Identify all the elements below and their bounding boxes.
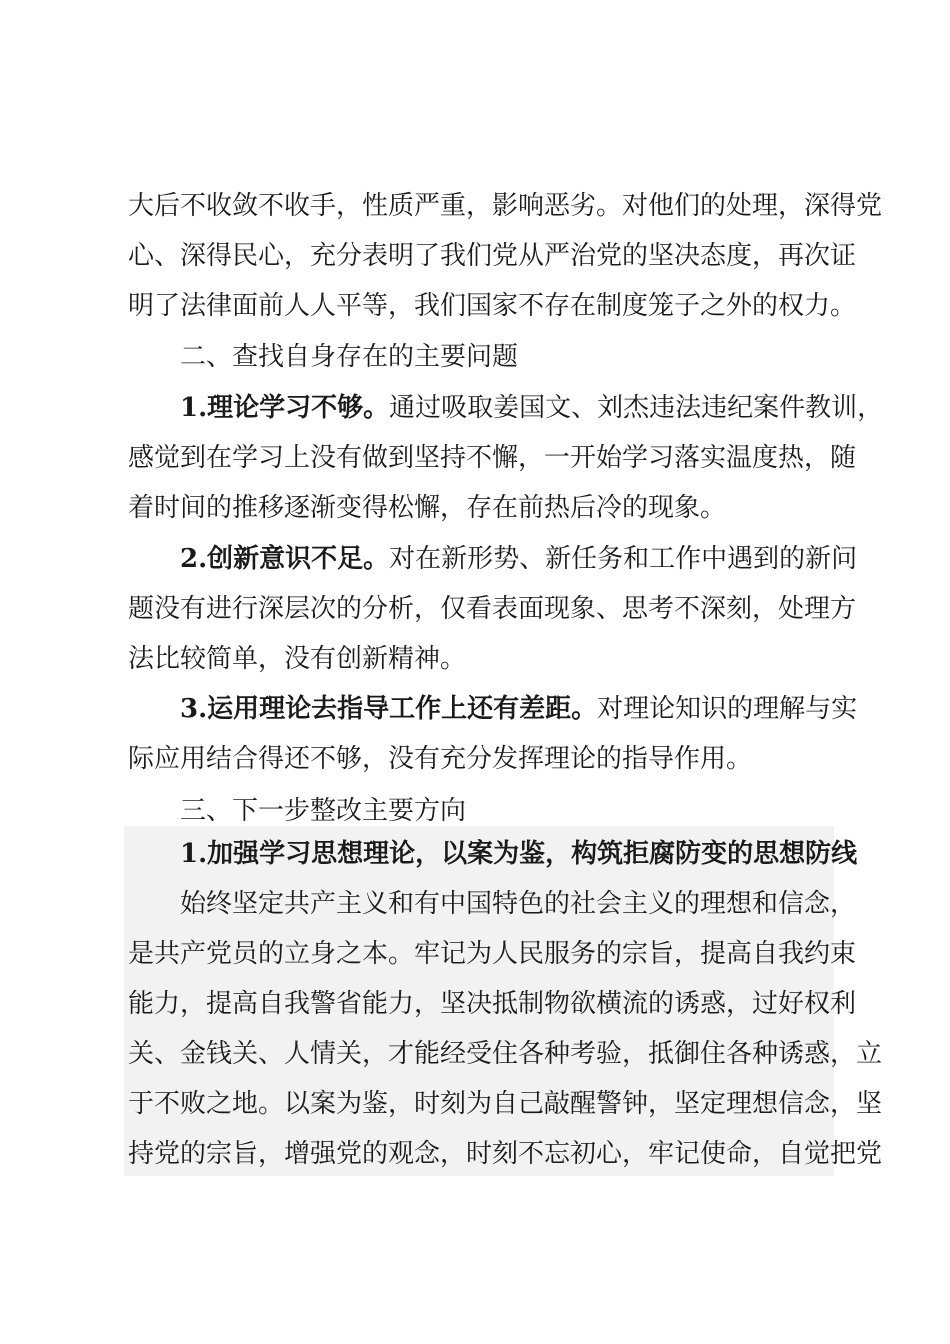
item-line bbox=[180, 534, 858, 585]
paragraph-line: 始终坚定共产主义和有中国特色的社会主义的理想和信念， bbox=[180, 889, 857, 919]
subsection-heading: 1.加强学习思想理论，以案为鉴，构筑拒腐防变的思想防线 bbox=[180, 839, 858, 869]
item-title: 2.创新意识不足。 bbox=[180, 544, 390, 574]
paragraph-line: 心、深得民心，充分表明了我们党从严治党的坚决态度，再次证 bbox=[128, 241, 857, 271]
paragraph-line: 题没有进行深层次的分析，仅看表面现象、思考不深刻，处理方 bbox=[128, 594, 857, 624]
item-line bbox=[180, 383, 884, 434]
paragraph-line: 是共产党员的立身之本。牢记为人民服务的宗旨，提高自我约束 bbox=[128, 939, 857, 969]
item-title: 3.运用理论去指导工作上还有差距。 bbox=[180, 694, 598, 724]
section-heading: 三、下一步整改主要方向 bbox=[180, 796, 467, 826]
paragraph-line: 关、金钱关、人情关，才能经受住各种考验，抵御住各种诱惑，立 bbox=[128, 1039, 883, 1069]
item-text: 对理论知识的理解与实 bbox=[597, 694, 858, 724]
paragraph-line: 持党的宗旨，增强党的观念，时刻不忘初心，牢记使命，自觉把党 bbox=[128, 1139, 883, 1169]
paragraph-line: 感觉到在学习上没有做到坚持不懈，一开始学习落实温度热，随 bbox=[128, 443, 857, 473]
item-line bbox=[180, 684, 858, 735]
section-heading: 二、查找自身存在的主要问题 bbox=[180, 342, 519, 372]
paragraph-line: 大后不收敛不收手，性质严重，影响恶劣。对他们的处理，深得党 bbox=[128, 191, 883, 221]
paragraph-line: 明了法律面前人人平等，我们国家不存在制度笼子之外的权力。 bbox=[128, 291, 857, 321]
item-text: 通过吸取姜国文、刘杰违法违纪案件教训， bbox=[389, 393, 884, 423]
paragraph-line: 能力，提高自我警省能力，坚决抵制物欲横流的诱惑，过好权利 bbox=[128, 989, 857, 1019]
paragraph-line: 于不败之地。以案为鉴，时刻为自己敲醒警钟，坚定理想信念，坚 bbox=[128, 1089, 883, 1119]
item-title: 1.理论学习不够。 bbox=[180, 393, 390, 423]
paragraph-line: 着时间的推移逐渐变得松懈，存在前热后冷的现象。 bbox=[128, 493, 727, 523]
paragraph-line: 法比较简单，没有创新精神。 bbox=[128, 644, 467, 674]
item-text: 对在新形势、新任务和工作中遇到的新问 bbox=[389, 544, 858, 574]
paragraph-line: 际应用结合得还不够，没有充分发挥理论的指导作用。 bbox=[128, 744, 753, 774]
